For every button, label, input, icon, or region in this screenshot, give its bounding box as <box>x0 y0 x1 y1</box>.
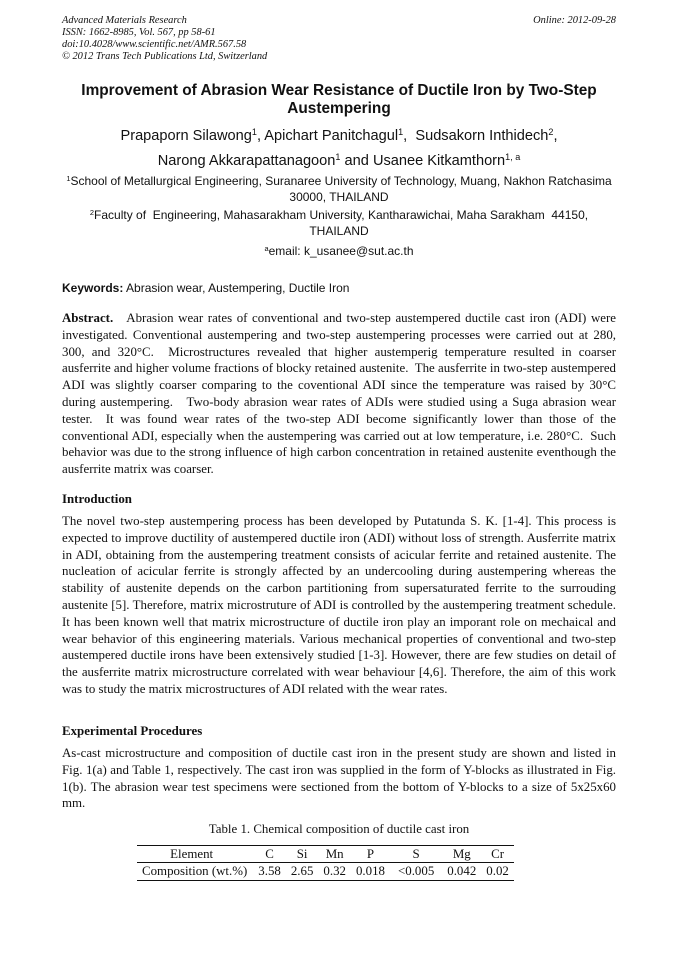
author-separator: , <box>256 128 265 144</box>
introduction-text: The novel two-step austempering process has been developed by Putatunda S. K. [1-4]. This process is expected to improve ductility of austempered ductile iron (ADI) without loss of strength. Ausferrite matrix in ADI, obtaining from the austempering treatment consists of acicular ferrite and retained austenite. The nucleation of acicular ferrite is strongly affected by an undercooling during austempering whereas the stability of austenite depends on the carbon partitioning from supersaturated ferrite to the surrouding austenite [5]. Therefore, matrix microstruture of ADI is controlled by the austempering treatment schedule. It has been known well that matrix microstructure of ductile iron play an imporant role on mechaical and wear behavior of this engineering materials. Various mechanical properties of conventional and two-step austempered ductile irons have been extensively studied [1-3]. However, there are few studies on detail of the ausferrite matrix microstructure correlated with wear behaviour [4,6]. Therefore, the aim of this work was to study the matrix microstructures of ADI related with the wear rates. <box>62 514 616 696</box>
email-mark: a <box>264 243 269 253</box>
author-separator: and <box>340 153 373 169</box>
table-header-row <box>137 846 514 863</box>
table-header-cell: Mn <box>318 846 351 863</box>
table-cell: 0.042 <box>442 863 481 881</box>
keywords-text: Abrasion wear, Austempering, Ductile Iron <box>123 281 350 295</box>
online-date: Online: 2012-09-28 <box>533 15 616 26</box>
author-name: Prapaporn Silawong <box>120 128 252 144</box>
author-separator: , <box>553 128 558 144</box>
table-header-cell: Cr <box>481 846 514 863</box>
author-affiliation-mark: 2 <box>548 127 554 138</box>
table-header-cell: P <box>351 846 390 863</box>
table-cell: 0.018 <box>351 863 390 881</box>
affiliation-text: Faculty of Engineering, Mahasarakham University, Kantharawichai, Maha Sarakham 44150, THAILAND <box>94 208 592 238</box>
keywords-label: Keywords: <box>62 281 124 295</box>
author-affiliation-mark: 1 <box>335 152 341 163</box>
table-cell: 0.02 <box>481 863 514 881</box>
author-separator: , <box>403 128 416 144</box>
author-name: Sudsakorn Inthidech <box>415 128 549 144</box>
affiliation-text: School of Metallurgical Engineering, Suranaree University of Technology, Muang, Nakhon Ratchasima 30000, THAILAND <box>70 174 612 204</box>
table-header-cell: Si <box>286 846 319 863</box>
keywords <box>62 281 349 295</box>
doi-link[interactable]: doi:10.4028/www.scientific.net/AMR.567.58 <box>62 39 247 50</box>
author-name: Usanee Kitkamthorn <box>372 153 506 169</box>
author-name: Narong Akkarapattanagoon <box>157 153 336 169</box>
author-affiliation-mark: 1 <box>251 127 257 138</box>
author-affiliation-mark: 1, a <box>505 152 521 163</box>
contact-email <box>62 244 616 260</box>
author-list <box>62 124 616 174</box>
author-name: Apichart Panitchagul <box>264 128 399 144</box>
affiliation-mark: 2 <box>89 207 95 217</box>
table-cell: <0.005 <box>390 863 442 881</box>
affiliation-2 <box>72 208 606 239</box>
table-cell: 0.32 <box>318 863 351 881</box>
affiliation-mark: 1 <box>66 173 71 183</box>
table-header-cell: C <box>253 846 286 863</box>
issn-info: ISSN: 1662-8985, Vol. 567, pp 58-61 <box>62 27 216 38</box>
table-cell: 2.65 <box>286 863 319 881</box>
table-caption: Table 1. Chemical composition of ductile cast iron <box>208 822 470 836</box>
composition-table <box>137 845 514 881</box>
running-header <box>62 15 267 63</box>
table-header-cell: Element <box>137 846 253 863</box>
table-header-cell: Mg <box>442 846 481 863</box>
abstract <box>62 310 620 478</box>
journal-name: Advanced Materials Research <box>62 15 187 26</box>
table-row <box>137 863 514 881</box>
author-affiliation-mark: 1 <box>398 127 404 138</box>
section-heading-experimental: Experimental Procedures <box>62 724 203 738</box>
paper-title: Improvement of Abrasion Wear Resistance of Ductile Iron by Two-Step Austempering <box>81 82 597 117</box>
experimental-text: As-cast microstructure and composition of ductile cast iron in the present study are shown and listed in Fig. 1(a) and Table 1, respectively. The cast iron was supplied in the form of Y-blocks as illustrated in Fig. 1(b). The abrasion wear test specimens were sectioned from the bottom of Y-blocks to a size of 5x25x60 mm. <box>62 746 616 811</box>
affiliation-1 <box>62 174 616 205</box>
author-line-1 <box>62 124 616 149</box>
abstract-label: Abstract. <box>62 311 114 325</box>
abstract-text: Abrasion wear rates of conventional and two-step austempered ductile cast iron (ADI) were investigated. Conventional austempering and two-step austempering processes were carried out at 280, 300, and 320°C. Microstructures revealed that higher austemperig temperature resulted in coarser ausferrite and higher volume fractions of blocky retained austenite. The ausferrite in two-step austempered ADI was slightly coarser comparing to the coventional ADI since the temperature was raised by 30°C during austempering. Two-body abrasion wear rates of ADIs were studied using a Suga abrasion wear tester. It was found wear rates of the two-step ADI become significantly lower than those of the conventional ADI, especially when the austempering was carried out at low temperature, i.e. 280°C. Such behavior was due to the strong influence of high carbon concentration in retained austenite eventhough the ausferrite matrix was coarser. <box>62 311 620 477</box>
author-line-2 <box>62 149 616 174</box>
table-cell: Composition (wt.%) <box>137 863 253 881</box>
email-text[interactable]: email: k_usanee@sut.ac.th <box>268 244 414 258</box>
copyright-notice: © 2012 Trans Tech Publications Ltd, Switzerland <box>62 51 268 62</box>
table-cell: 3.58 <box>253 863 286 881</box>
table-header-cell: S <box>390 846 442 863</box>
section-heading-introduction: Introduction <box>62 492 132 506</box>
